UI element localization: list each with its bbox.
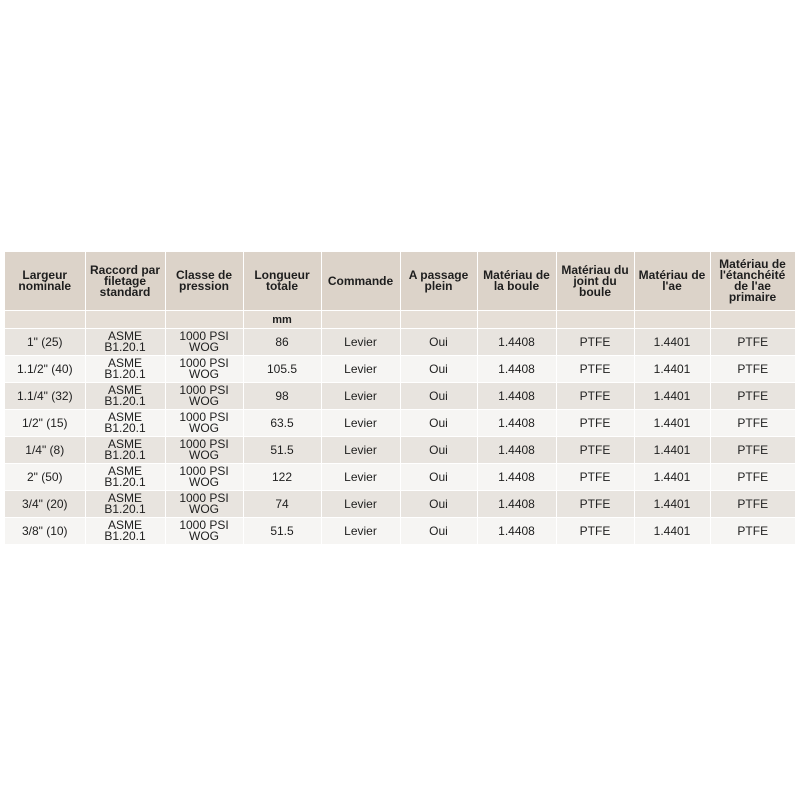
table-cell: ASME B1.20.1 xyxy=(85,491,165,518)
table-cell: Oui xyxy=(400,518,477,545)
table-cell: 1.4408 xyxy=(477,464,556,491)
unit-cell xyxy=(400,311,477,329)
table-cell: 105.5 xyxy=(243,356,321,383)
table-cell: Levier xyxy=(321,410,400,437)
table-cell: 122 xyxy=(243,464,321,491)
unit-cell xyxy=(634,311,710,329)
table-cell: 1.4401 xyxy=(634,329,710,356)
table-cell: 1.4401 xyxy=(634,464,710,491)
table-cell: ASME B1.20.1 xyxy=(85,383,165,410)
table-cell: PTFE xyxy=(710,329,795,356)
table-cell: PTFE xyxy=(556,464,634,491)
table-cell: Levier xyxy=(321,437,400,464)
table-cell: PTFE xyxy=(556,410,634,437)
table-cell: ASME B1.20.1 xyxy=(85,437,165,464)
table-cell: 1/2" (15) xyxy=(5,410,85,437)
table-cell: 1.4401 xyxy=(634,383,710,410)
table-cell: 1000 PSI WOG xyxy=(165,356,243,383)
table-cell: 86 xyxy=(243,329,321,356)
table-row xyxy=(5,383,795,410)
table-cell: 1000 PSI WOG xyxy=(165,464,243,491)
table-cell: ASME B1.20.1 xyxy=(85,518,165,545)
table-cell: Oui xyxy=(400,491,477,518)
table-cell: 1.4408 xyxy=(477,491,556,518)
table-cell: Levier xyxy=(321,356,400,383)
table-cell: PTFE xyxy=(556,356,634,383)
table-cell: 3/8" (10) xyxy=(5,518,85,545)
table-cell: Oui xyxy=(400,329,477,356)
column-header: Commande xyxy=(321,252,400,311)
column-header: Matériau de l'ae xyxy=(634,252,710,311)
table-cell: Oui xyxy=(400,437,477,464)
unit-cell xyxy=(165,311,243,329)
table-cell: PTFE xyxy=(710,491,795,518)
table-cell: Levier xyxy=(321,329,400,356)
table-cell: Levier xyxy=(321,518,400,545)
unit-cell xyxy=(477,311,556,329)
column-header: Matériau du joint du boule xyxy=(556,252,634,311)
table-cell: PTFE xyxy=(710,410,795,437)
table-cell: Levier xyxy=(321,491,400,518)
column-header-row xyxy=(5,252,795,311)
unit-cell xyxy=(710,311,795,329)
table-cell: 1/4" (8) xyxy=(5,437,85,464)
table-cell: 1.4401 xyxy=(634,410,710,437)
column-header: Matériau de la boule xyxy=(477,252,556,311)
table-cell: PTFE xyxy=(556,491,634,518)
table-cell: Oui xyxy=(400,356,477,383)
table-cell: 1.4408 xyxy=(477,518,556,545)
specifications-table xyxy=(5,252,796,545)
table-cell: 1.4408 xyxy=(477,329,556,356)
table-cell: 1.4408 xyxy=(477,356,556,383)
table-cell: PTFE xyxy=(556,329,634,356)
table-cell: Oui xyxy=(400,410,477,437)
column-header: A passage plein xyxy=(400,252,477,311)
unit-cell xyxy=(85,311,165,329)
table-cell: 51.5 xyxy=(243,518,321,545)
table-cell: PTFE xyxy=(556,518,634,545)
table-cell: PTFE xyxy=(556,383,634,410)
column-header: Largeur nominale xyxy=(5,252,85,311)
table-cell: ASME B1.20.1 xyxy=(85,356,165,383)
table-cell: PTFE xyxy=(556,437,634,464)
table-cell: 1.4408 xyxy=(477,383,556,410)
table-cell: 1.4401 xyxy=(634,518,710,545)
table-cell: 1.4401 xyxy=(634,437,710,464)
table-cell: 1000 PSI WOG xyxy=(165,491,243,518)
table-cell: ASME B1.20.1 xyxy=(85,410,165,437)
table-cell: 1.4401 xyxy=(634,491,710,518)
table-cell: 1000 PSI WOG xyxy=(165,437,243,464)
table-cell: 1.4408 xyxy=(477,437,556,464)
unit-cell xyxy=(321,311,400,329)
table-cell: 1.1/2" (40) xyxy=(5,356,85,383)
table-cell: 1000 PSI WOG xyxy=(165,383,243,410)
unit-cell xyxy=(556,311,634,329)
table-cell: 1000 PSI WOG xyxy=(165,410,243,437)
table-header xyxy=(5,252,795,329)
table-cell: PTFE xyxy=(710,356,795,383)
table-cell: Levier xyxy=(321,383,400,410)
table-body xyxy=(5,329,795,545)
table-cell: 1000 PSI WOG xyxy=(165,329,243,356)
table-cell: Oui xyxy=(400,383,477,410)
table-row xyxy=(5,518,795,545)
column-header: Raccord par filetage standard xyxy=(85,252,165,311)
column-header: Matériau de l'étanchéité de l'ae primaire xyxy=(710,252,795,311)
table-row xyxy=(5,329,795,356)
table-row xyxy=(5,410,795,437)
table-cell: PTFE xyxy=(710,518,795,545)
table-cell: 1" (25) xyxy=(5,329,85,356)
table-cell: 98 xyxy=(243,383,321,410)
table-cell: 51.5 xyxy=(243,437,321,464)
table-cell: 3/4" (20) xyxy=(5,491,85,518)
unit-row xyxy=(5,311,795,329)
column-header: Longueur totale xyxy=(243,252,321,311)
table-row xyxy=(5,491,795,518)
table-row xyxy=(5,464,795,491)
table-cell: Oui xyxy=(400,464,477,491)
table-cell: PTFE xyxy=(710,383,795,410)
column-header: Classe de pression xyxy=(165,252,243,311)
table-cell: 74 xyxy=(243,491,321,518)
table-cell: 1.1/4" (32) xyxy=(5,383,85,410)
table-row xyxy=(5,356,795,383)
table-cell: ASME B1.20.1 xyxy=(85,329,165,356)
unit-cell xyxy=(5,311,85,329)
table-cell: ASME B1.20.1 xyxy=(85,464,165,491)
table-cell: Levier xyxy=(321,464,400,491)
table-cell: 2" (50) xyxy=(5,464,85,491)
table-cell: 1.4408 xyxy=(477,410,556,437)
unit-cell: mm xyxy=(243,311,321,329)
table-cell: 1000 PSI WOG xyxy=(165,518,243,545)
table-cell: 1.4401 xyxy=(634,356,710,383)
table-cell: 63.5 xyxy=(243,410,321,437)
table-cell: PTFE xyxy=(710,437,795,464)
table-row xyxy=(5,437,795,464)
table-cell: PTFE xyxy=(710,464,795,491)
